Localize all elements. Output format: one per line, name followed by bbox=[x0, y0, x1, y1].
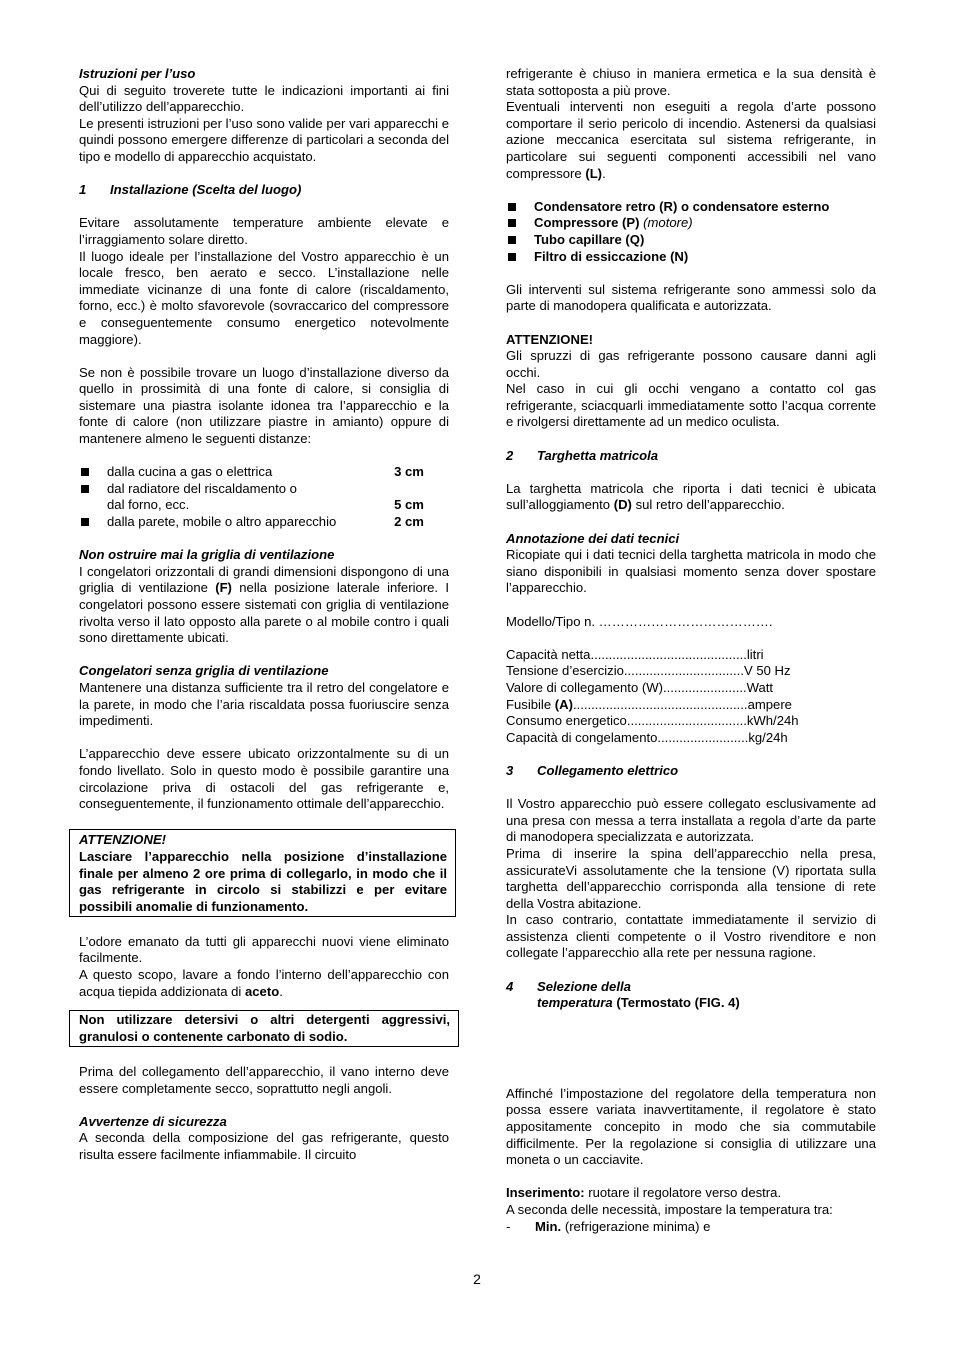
attention-title: ATTENZIONE! bbox=[506, 331, 594, 347]
paragraph: Le presenti istruzioni per l’uso sono valide per vari apparecchi e quindi possono emergere differenze di particolari a seconda del tipo e modello di apparecchio acquistato. bbox=[79, 115, 449, 164]
paragraph: Gli spruzzi di gas refrigerante possono causare danni agli occhi. bbox=[506, 348, 876, 380]
warning-title: ATTENZIONE! bbox=[79, 832, 167, 848]
paragraph: Mantenere una distanza sufficiente tra il retro del congelatore e la parete, in modo che l’aria riscaldata possa fuoriuscire senza impedimenti. bbox=[79, 679, 449, 729]
spec-line: Fusibile (A)................................................ampere bbox=[506, 696, 792, 712]
paragraph: Gli interventi sul sistema refrigerante sono ammessi solo da parte di manodopera qualificata e autorizzata. bbox=[506, 281, 876, 314]
paragraph: Evitare assolutamente temperature ambiente elevate e l’irraggiamento solare diretto. bbox=[79, 215, 449, 247]
section-4-heading: 4 Selezione della bbox=[506, 978, 631, 994]
paragraph: A seconda della composizione del gas refrigerante, questo risulta essere facilmente infiammabile. Il circuito bbox=[79, 1130, 449, 1162]
paragraph: refrigerante è chiuso in maniera ermetica e la sua densità è stata sottoposta a più prove. bbox=[506, 66, 876, 98]
paragraph: La targhetta matricola che riporta i dati tecnici è ubicata sull’alloggiamento (D) sul retro dell’apparecchio. bbox=[506, 480, 876, 513]
distance-item: dalla parete, mobile o altro apparecchio 2 cm bbox=[79, 514, 449, 531]
paragraph: Affinché l’impostazione del regolatore della temperatura non possa essere variata inavvertitamente, il regolatore è stato appositamente concepito in modo che sia commutabile difficilmente. Per la regolazione si consiglia di utilizzare una moneta o un cacciavite. bbox=[506, 1085, 876, 1168]
distance-item: dal radiatore del riscaldamento o bbox=[79, 481, 449, 498]
component-item: Tubo capillare (Q) bbox=[506, 232, 876, 249]
paragraph: In caso contrario, contattate immediatamente il servizio di assistenza clienti competente o il Vostro rivenditore e non collegate l’apparecchio alla rete per nessuna ragione. bbox=[506, 912, 876, 961]
left-column bbox=[79, 66, 449, 1164]
subheading: Avvertenze di sicurezza bbox=[79, 1113, 227, 1129]
model-field: Modello/Tipo n. …………………………………. bbox=[506, 613, 773, 629]
warning-text: Lasciare l’apparecchio nella posizione d’installazione finale per almeno 2 ore prima di collegarlo, in modo che il gas refrigerante in circolo si stabilizzi e per evitare possibili anomalie di funzionamento. bbox=[79, 848, 447, 914]
paragraph: Eventuali interventi non eseguiti a regola d’arte possono comportare il serio pericolo di incendio. Astenersi da qualsiasi azione meccanica esercitata sul sistema refrigerante, in particolare sui seguenti componenti accessibili nel vano compressore (L). bbox=[506, 99, 876, 181]
subheading: Non ostruire mai la griglia di ventilazione bbox=[79, 547, 335, 563]
section-4-heading-continued: temperatura (Termostato (FIG. 4) bbox=[537, 995, 740, 1011]
paragraph: Inserimento: ruotare il regolatore verso destra. bbox=[506, 1185, 782, 1201]
paragraph: Il luogo ideale per l’installazione del Vostro apparecchio è un locale fresco, ben aerato e secco. L’installazione nelle immediate vicinanze di una fonte di calore (riscaldamento, forno, ecc.) è molto sfavorevole (sovraccarico del compressore e conseguentemente consumo energetico notevolmente maggiore). bbox=[79, 248, 449, 347]
component-item: Filtro di essiccazione (N) bbox=[506, 249, 876, 266]
paragraph: Se non è possibile trovare un luogo d’installazione diverso da quello in prossimità di una fonte di calore, si consiglia di sistemare una piastra isolante idonea tra l’apparecchio e la fonte di calore (non utilizzare piastre in amianto) oppure di mantenere almeno le seguenti distanze: bbox=[79, 364, 449, 447]
paragraph: Il Vostro apparecchio può essere collegato esclusivamente ad una presa con messa a terra installata a regola d’arte da parte di manodopera specializzata e autorizzata. bbox=[506, 796, 876, 845]
paragraph: A questo scopo, lavare a fondo l’interno dell’apparecchio con acqua tiepida addizionata di aceto. bbox=[79, 967, 449, 999]
paragraph: I congelatori orizzontali di grandi dimensioni dispongono di una griglia di ventilazione (F) nella posizione laterale inferiore. I congelatori possono essere sistemati con griglia di ventilazione rivolta verso il lato opposto alla parete o al mobile contro i quali sono direttamente ubicati. bbox=[79, 563, 449, 646]
component-item: Compressore (P) (motore) bbox=[506, 215, 876, 232]
paragraph: Prima del collegamento dell’apparecchio, il vano interno deve essere completamente secco, soprattutto negli angoli. bbox=[79, 1064, 449, 1096]
spec-line: Tensione d’esercizio.................................V 50 Hz bbox=[506, 663, 791, 679]
paragraph: Ricopiate qui i dati tecnici della targhetta matricola in modo che siano disponibili in qualsiasi momento senza dover spostare l’apparecchio. bbox=[506, 547, 876, 596]
right-column bbox=[506, 66, 876, 1235]
distance-item: dalla cucina a gas o elettrica 3 cm bbox=[79, 464, 449, 481]
subheading: Congelatori senza griglia di ventilazione bbox=[79, 663, 329, 679]
paragraph: Qui di seguito troverete tutte le indicazioni importanti ai fini dell’utilizzo dell’apparecchio. bbox=[79, 82, 449, 115]
subheading: Annotazione dei dati tecnici bbox=[506, 530, 680, 546]
section-2-heading: 2 Targhetta matricola bbox=[506, 447, 659, 463]
section-heading: Istruzioni per l’uso bbox=[79, 66, 196, 81]
paragraph: A seconda delle necessità, impostare la temperatura tra: bbox=[506, 1202, 833, 1217]
min-item: - Min. (refrigerazione minima) e bbox=[506, 1218, 711, 1234]
component-item: Condensatore retro (R) o condensatore esterno bbox=[506, 199, 876, 216]
paragraph: L’apparecchio deve essere ubicato orizzontalmente su di un fondo livellato. Solo in questo modo è possibile garantire una circolazione priva di ostacoli del gas refrigerante e, conseguentemente, il funzionamento ottimale dell’apparecchio. bbox=[79, 746, 449, 812]
section-1-heading: 1 Installazione (Scelta del luogo) bbox=[79, 182, 302, 198]
notice-box bbox=[69, 1010, 459, 1047]
spec-line: Capacità di congelamento.........................kg/24h bbox=[506, 729, 788, 745]
page-number: 2 bbox=[473, 1271, 481, 1287]
distance-item-continued: dal forno, ecc. 5 cm bbox=[107, 497, 424, 513]
spec-line: Consumo energetico.................................kWh/24h bbox=[506, 713, 799, 729]
section-3-heading: 3 Collegamento elettrico bbox=[506, 762, 679, 778]
spec-line: Capacità netta...........................................litri bbox=[506, 646, 764, 662]
warning-box bbox=[69, 829, 456, 917]
paragraph: Nel caso in cui gli occhi vengano a contatto col gas refrigerante, sciacquarli immediatamente sotto l’acqua corrente e rivolgersi direttamente ad un medico oculista. bbox=[506, 381, 876, 430]
paragraph: Prima di inserire la spina dell’apparecchio nella presa, assicurateVi assolutamente che la tensione (V) riportata sulla targhetta dell’apparecchio corrisponda alla tensione di rete della Vostra abitazione. bbox=[506, 845, 876, 911]
notice-text: Non utilizzare detersivi o altri detergenti aggressivi, granulosi o contenente carbonato di sodio. bbox=[79, 1012, 450, 1044]
paragraph: L’odore emanato da tutti gli apparecchi nuovi viene eliminato facilmente. bbox=[79, 933, 449, 966]
spec-line: Valore di collegamento (W).......................Watt bbox=[506, 679, 774, 695]
